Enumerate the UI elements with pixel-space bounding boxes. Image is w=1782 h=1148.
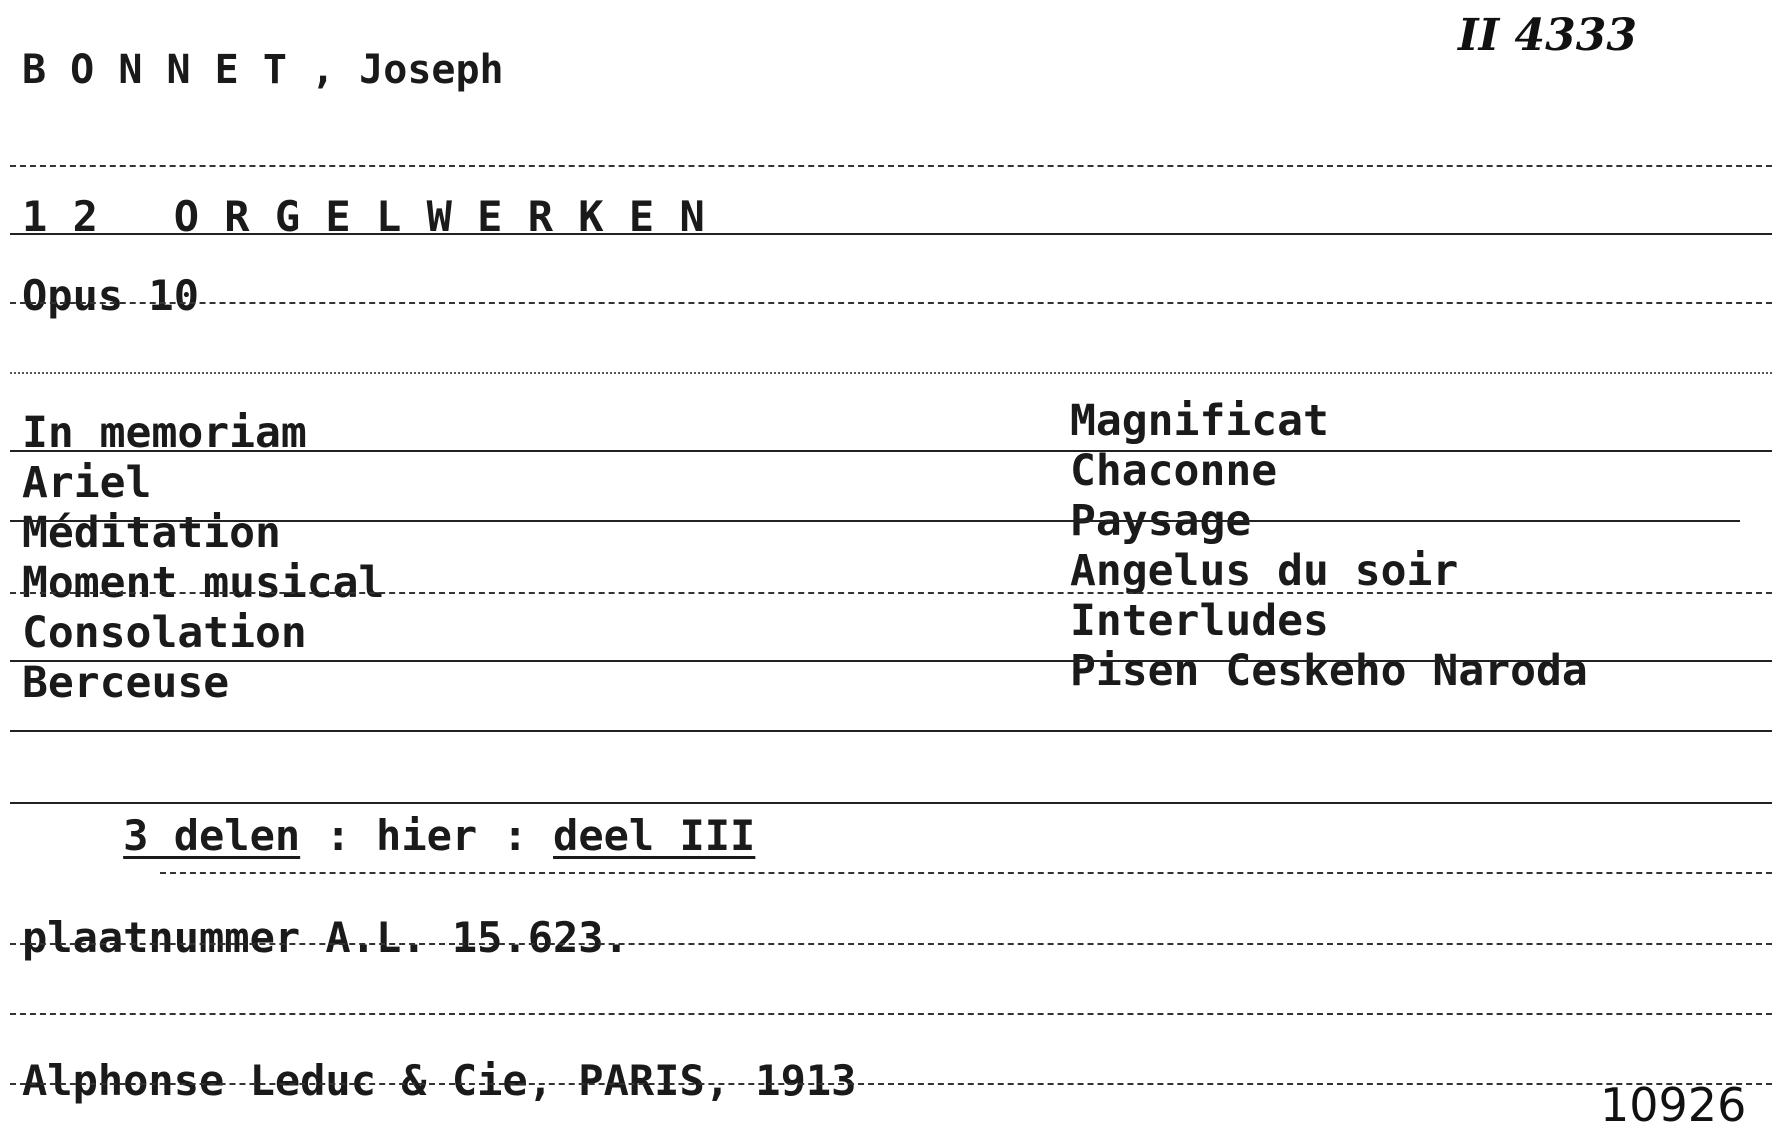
piece-title: Pisen Ceskeho Naroda	[1070, 646, 1588, 696]
divider	[10, 233, 1772, 235]
piece-title: In memoriam	[22, 408, 307, 458]
piece-title: Paysage	[1070, 496, 1252, 546]
author: B O N N E T , Joseph	[22, 47, 504, 93]
divider	[10, 372, 1772, 374]
divider	[10, 450, 1772, 452]
divider	[10, 1013, 1772, 1015]
piece-title: Ariel	[22, 458, 152, 508]
piece-title: Angelus du soir	[1070, 546, 1459, 596]
volume-count: 3 delen	[123, 811, 301, 860]
piece-title: Chaconne	[1070, 446, 1278, 496]
volume-sep: : hier :	[300, 811, 554, 860]
piece-title: Berceuse	[22, 658, 230, 708]
volumes-line	[22, 773, 755, 899]
divider	[10, 802, 1772, 804]
divider	[10, 592, 1772, 594]
opus: Opus 10	[22, 271, 200, 320]
divider	[10, 520, 1740, 522]
title: 1 2 O R G E L W E R K E N	[22, 192, 705, 241]
piece-title: Méditation	[22, 508, 281, 558]
piece-title: Magnificat	[1070, 396, 1329, 446]
piece-title: Moment musical	[22, 558, 385, 608]
volume-part: deel III	[553, 811, 756, 860]
divider	[10, 1083, 1772, 1085]
divider	[10, 302, 1772, 304]
call-number: II 4333	[1458, 10, 1637, 61]
divider	[10, 730, 1772, 732]
contents-right	[1070, 396, 1588, 696]
divider	[10, 660, 1772, 662]
piece-title: Consolation	[22, 608, 307, 658]
contents-left	[22, 408, 384, 708]
divider	[10, 165, 1772, 167]
catalog-number: 10926	[1600, 1078, 1747, 1132]
divider	[10, 943, 1772, 945]
piece-title: Interludes	[1070, 596, 1329, 646]
plate-number: plaatnummer A.L. 15.623.	[22, 913, 629, 962]
publisher: Alphonse Leduc & Cie, PARIS, 1913	[22, 1056, 857, 1105]
divider	[160, 872, 1772, 874]
